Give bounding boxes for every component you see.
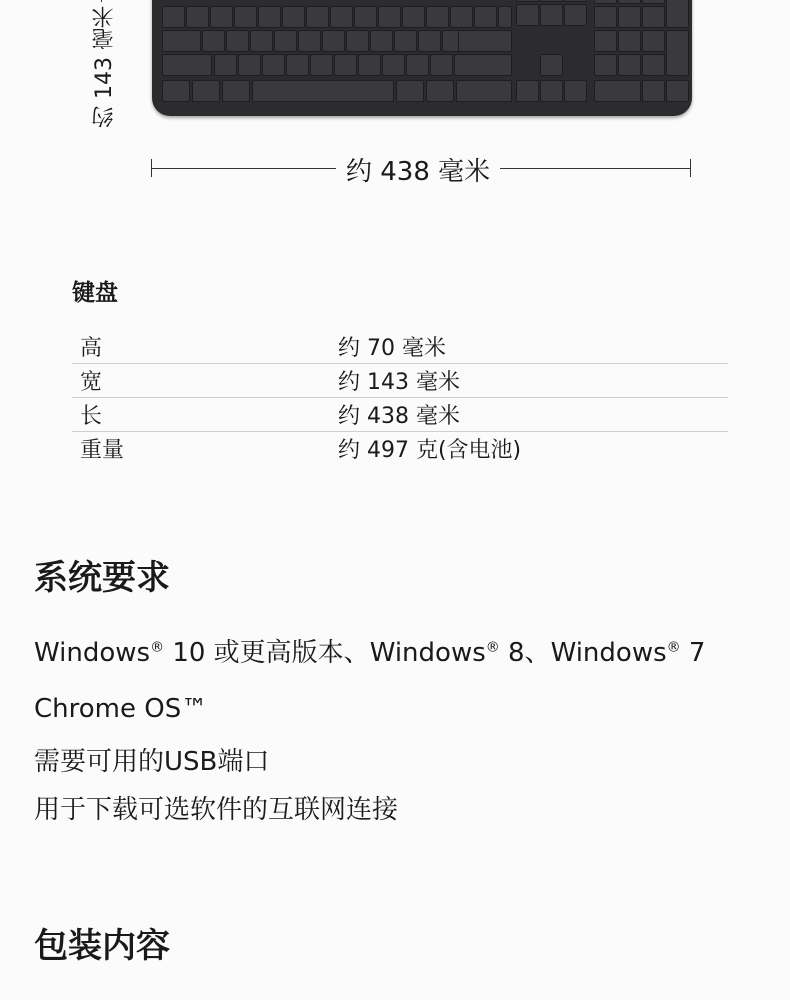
keyboard-key	[322, 30, 345, 52]
win-c-rest: 7	[680, 638, 706, 668]
keyboard-key	[402, 6, 425, 28]
keyboard-key	[282, 6, 305, 28]
keyboard-key	[666, 30, 689, 76]
spec-row-width	[72, 364, 728, 398]
keyboard-key	[418, 30, 441, 52]
keyboard-key	[516, 4, 539, 26]
keyboard-spec-table	[72, 330, 728, 465]
spec-row-height	[72, 330, 728, 364]
keyboard-key	[306, 6, 329, 28]
keyboard-key	[330, 6, 353, 28]
keyboard-key	[540, 4, 563, 26]
keyboard-key	[274, 30, 297, 52]
keyboard-key	[202, 30, 225, 52]
keyboard-key	[666, 0, 689, 28]
registered-mark: ®	[666, 639, 681, 656]
requirement-windows	[34, 632, 705, 669]
keyboard-key	[618, 6, 641, 28]
keyboard-key	[642, 54, 665, 76]
keyboard-key	[594, 30, 617, 52]
keyboard-key	[594, 6, 617, 28]
requirement-chrome-os: Chrome OS™	[34, 694, 208, 724]
package-contents-title: 包装内容	[34, 926, 170, 966]
spec-value: 约 497 克(含电池)	[338, 438, 522, 463]
registered-mark: ®	[485, 639, 500, 656]
spec-value: 约 438 毫米	[338, 404, 460, 429]
keyboard-key	[642, 0, 665, 4]
system-requirements-title: 系统要求	[34, 558, 170, 598]
keyboard-dimension-diagram	[0, 0, 790, 200]
keyboard-key	[222, 80, 250, 102]
spec-value: 约 70 毫米	[338, 336, 446, 361]
keyboard-key	[618, 0, 641, 4]
keyboard-key	[594, 0, 617, 4]
keyboard-key	[666, 80, 689, 102]
win-b-rest: 8、	[499, 638, 551, 668]
spec-label: 宽	[80, 370, 103, 395]
keyboard-key	[250, 30, 273, 52]
keyboard-key	[258, 6, 281, 28]
keyboard-key	[426, 80, 454, 102]
keyboard-illustration	[152, 0, 692, 116]
win-c: Windows	[550, 638, 667, 668]
keyboard-key	[426, 6, 449, 28]
width-dimension-cap-right	[690, 159, 691, 177]
keyboard-key	[458, 30, 512, 52]
keyboard-key	[298, 30, 321, 52]
keyboard-key	[162, 6, 185, 28]
width-dimension-label: 约 438 毫米	[336, 151, 500, 188]
keyboard-key	[346, 30, 369, 52]
keyboard-key	[642, 30, 665, 52]
keyboard-key	[382, 54, 405, 76]
keyboard-specs-title: 键盘	[72, 280, 118, 306]
keyboard-key	[214, 54, 237, 76]
spec-label: 重量	[80, 438, 125, 463]
spec-label: 长	[80, 404, 103, 429]
keyboard-key	[394, 30, 417, 52]
keyboard-key	[450, 6, 473, 28]
keyboard-key	[370, 30, 393, 52]
keyboard-key	[162, 54, 212, 76]
keyboard-key	[378, 6, 401, 28]
keyboard-key	[252, 80, 394, 102]
keyboard-key	[396, 80, 424, 102]
keyboard-key	[406, 54, 429, 76]
spec-label: 高	[80, 336, 103, 361]
keyboard-key	[234, 6, 257, 28]
keyboard-key	[238, 54, 261, 76]
keyboard-key	[286, 54, 309, 76]
keyboard-key	[564, 0, 587, 2]
win-a-rest: 10 或更高版本、	[164, 638, 370, 668]
win-b: Windows	[369, 638, 486, 668]
keyboard-key	[540, 54, 563, 76]
keyboard-key	[354, 6, 377, 28]
spec-row-weight	[72, 432, 728, 465]
height-dimension-label: 约 143 毫米	[89, 2, 120, 132]
keyboard-key	[540, 0, 563, 2]
keyboard-key	[618, 54, 641, 76]
keyboard-key	[262, 54, 285, 76]
keyboard-key	[454, 54, 512, 76]
spec-row-length	[72, 398, 728, 432]
spec-value: 约 143 毫米	[338, 370, 460, 395]
keyboard-key	[192, 80, 220, 102]
requirement-usb-port: 需要可用的USB端口	[34, 747, 270, 777]
keyboard-key	[310, 54, 333, 76]
keyboard-key	[642, 80, 665, 102]
keyboard-key	[358, 54, 381, 76]
keyboard-key	[642, 6, 665, 28]
keyboard-key	[516, 80, 539, 102]
win-a: Windows	[34, 638, 151, 668]
keyboard-key	[456, 80, 512, 102]
width-dimension-cap-left	[151, 159, 152, 177]
requirement-internet: 用于下载可选软件的互联网连接	[34, 795, 399, 825]
keyboard-key	[226, 30, 249, 52]
registered-mark: ®	[150, 639, 165, 656]
keyboard-key	[564, 4, 587, 26]
keyboard-key	[618, 30, 641, 52]
keyboard-key	[334, 54, 357, 76]
keyboard-key	[210, 6, 233, 28]
keyboard-key	[186, 6, 209, 28]
keyboard-key	[516, 0, 539, 2]
keyboard-key	[540, 80, 563, 102]
keyboard-key	[474, 6, 497, 28]
keyboard-key	[594, 54, 617, 76]
keyboard-key	[162, 30, 201, 52]
keyboard-key	[162, 80, 190, 102]
keyboard-key	[594, 80, 641, 102]
keyboard-key	[564, 80, 587, 102]
keyboard-key	[498, 6, 512, 28]
keyboard-key	[430, 54, 453, 76]
